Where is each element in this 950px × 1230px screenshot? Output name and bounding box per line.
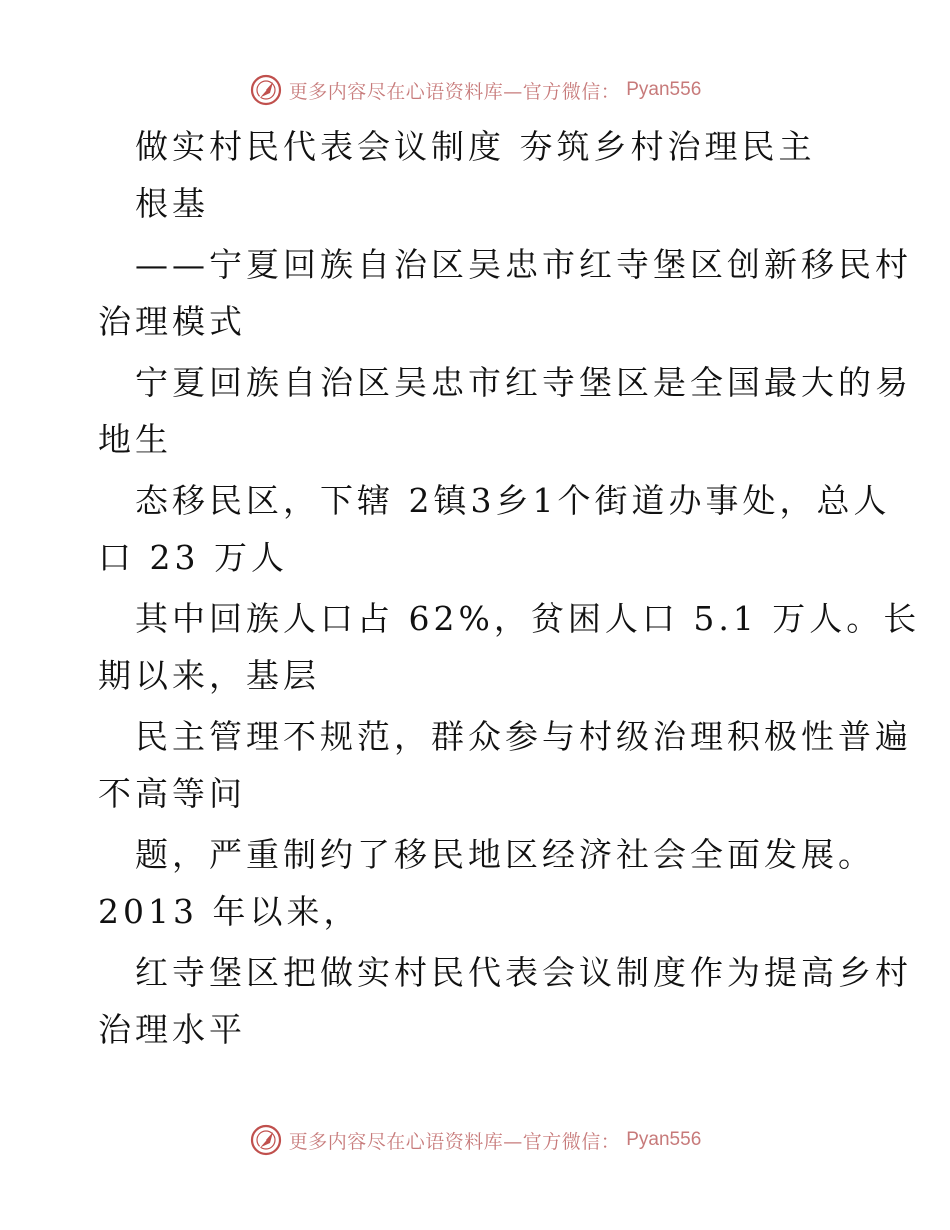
subtitle-line-2: 治理模式 xyxy=(98,302,246,341)
title-line-2: 根基 xyxy=(135,184,209,223)
paragraph-line: 不高等问 xyxy=(98,774,246,813)
paragraph-line: 其中回族人口占 62%，贫困人口 5.1 万人。长 xyxy=(135,599,921,638)
quill-logo-icon xyxy=(249,73,283,107)
watermark-account: Pyan556 xyxy=(626,79,702,100)
paragraph-line: 2013 年以来， xyxy=(98,892,361,931)
title-line-1: 做实村民代表会议制度 夯筑乡村治理民主 xyxy=(135,127,816,166)
watermark-text: 更多内容尽在心语资料库—官方微信： xyxy=(288,1130,621,1153)
paragraph-line: 地生 xyxy=(98,420,172,459)
paragraph-line: 红寺堡区把做实村民代表会议制度作为提高乡村 xyxy=(135,953,912,992)
paragraph-line: 口 23 万人 xyxy=(98,538,288,577)
quill-logo-icon xyxy=(249,1123,283,1157)
paragraph-line: 宁夏回族自治区吴忠市红寺堡区是全国最大的易 xyxy=(135,363,912,402)
paragraph-line: 期以来，基层 xyxy=(98,656,320,695)
watermark-text: 更多内容尽在心语资料库—官方微信： xyxy=(288,80,621,103)
watermark-account: Pyan556 xyxy=(626,1129,702,1150)
header-watermark xyxy=(0,72,950,108)
paragraph-line: 民主管理不规范，群众参与村级治理积极性普遍 xyxy=(135,717,912,756)
footer-watermark xyxy=(0,1122,950,1158)
paragraph-line: 题，严重制约了移民地区经济社会全面发展。 xyxy=(135,835,875,874)
paragraph-line: 治理水平 xyxy=(98,1010,246,1049)
subtitle-line-1: ——宁夏回族自治区吴忠市红寺堡区创新移民村 xyxy=(135,245,912,284)
paragraph-line: 态移民区，下辖 2镇3乡1个街道办事处，总人 xyxy=(135,481,891,520)
